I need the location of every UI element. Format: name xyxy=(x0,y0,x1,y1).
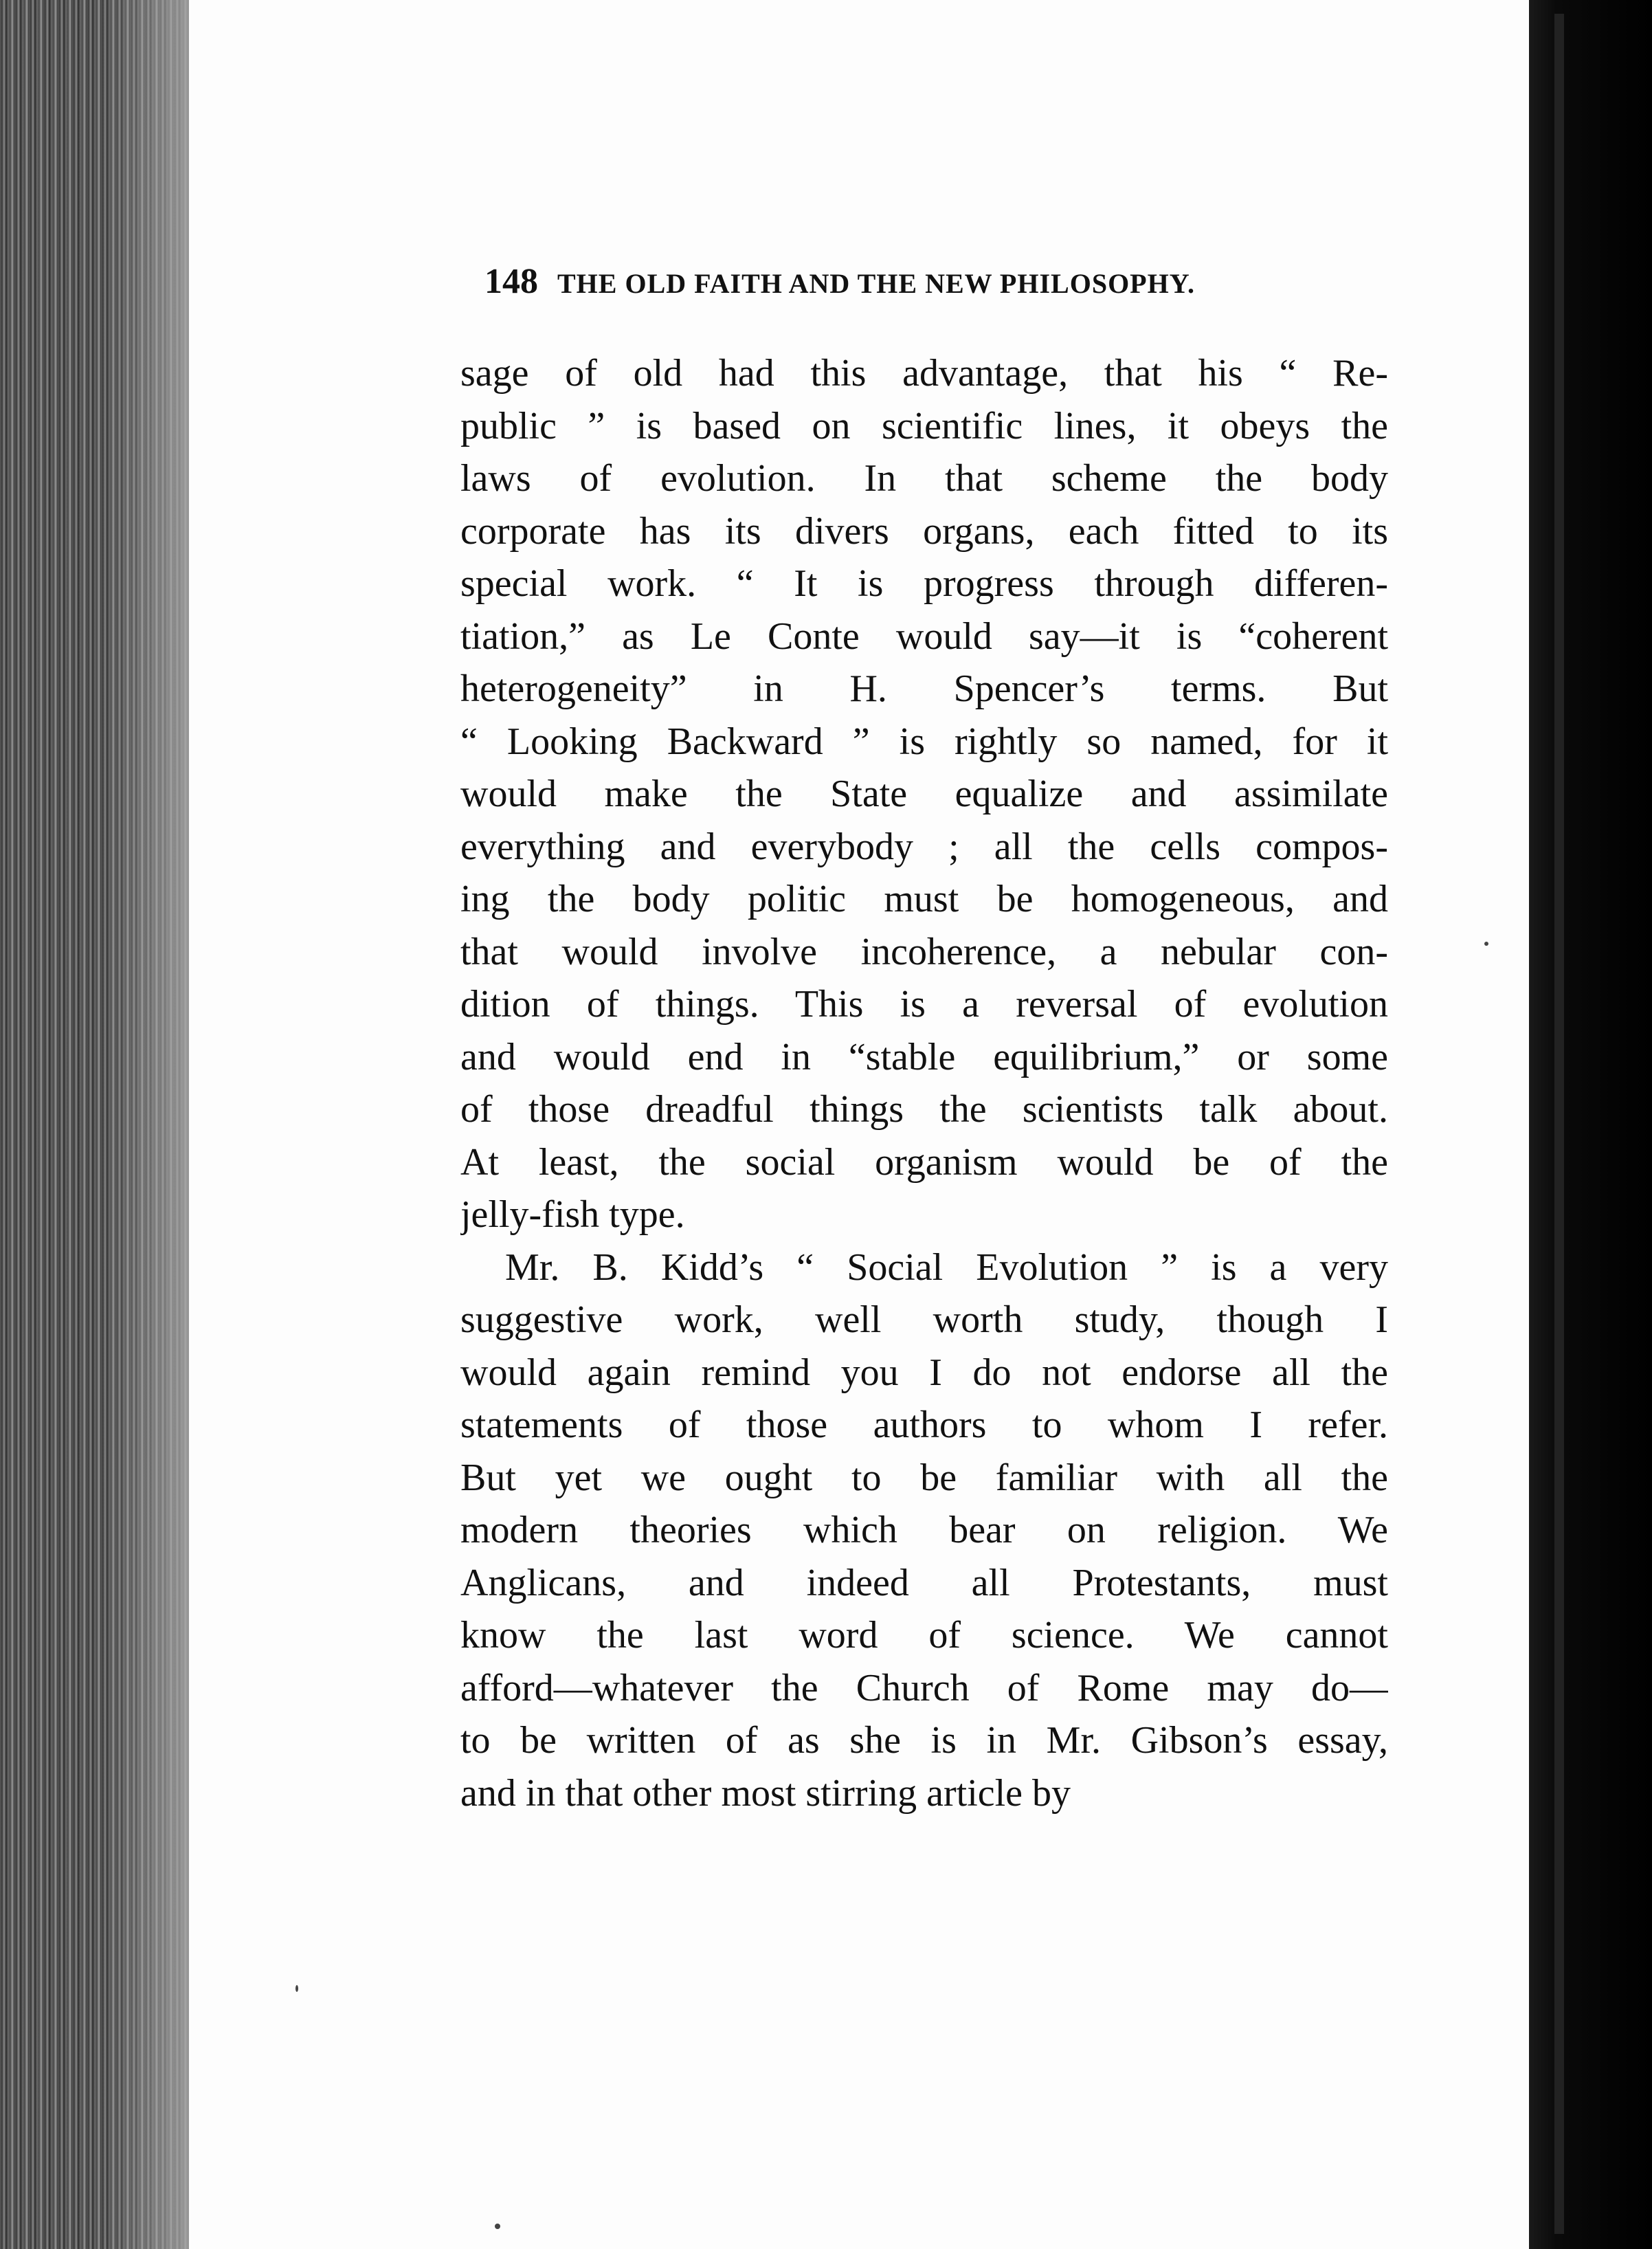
text-line: public ” is based on scientific lines, it obeys the xyxy=(460,404,1388,447)
text-line: and would end in “stable equilibrium,” or some xyxy=(460,1035,1388,1078)
scan-speck xyxy=(295,1985,298,1992)
running-title: THE OLD FAITH AND THE NEW PHILOSOPHY. xyxy=(557,268,1195,299)
text-line: “ Looking Backward ” is rightly so named, for it xyxy=(460,720,1388,763)
text-line: At least, the social organism would be of the xyxy=(460,1140,1388,1184)
text-line: afford—whatever the Church of Rome may do— xyxy=(460,1666,1388,1709)
text-line: corporate has its divers organs, each fitted to its xyxy=(460,509,1388,553)
page-gutter-shadow xyxy=(103,0,189,2249)
text-line: jelly-fish type. xyxy=(460,1193,685,1236)
text-line: would make the State equalize and assimilate xyxy=(460,773,1388,815)
scan-speck xyxy=(495,2224,500,2229)
book-edge-right xyxy=(1529,0,1652,2249)
text-line: to be written of as she is in Mr. Gibson’s essay, xyxy=(460,1719,1388,1762)
page-header xyxy=(484,261,1385,323)
text-line: statements of those authors to whom I refer. xyxy=(460,1404,1388,1446)
paragraph-2 xyxy=(460,1241,1388,1820)
text-line: and in that other most stirring article by xyxy=(460,1771,1071,1815)
text-line: But yet we ought to be familiar with all the xyxy=(460,1456,1388,1499)
scan-speck xyxy=(1484,942,1488,946)
page-number: 148 xyxy=(484,262,538,301)
body-text xyxy=(460,347,1388,1819)
text-line: ing the body politic must be homogeneous, and xyxy=(460,878,1388,920)
text-line: of those dreadful things the scientists talk about. xyxy=(460,1088,1388,1131)
text-line: heterogeneity” in H. Spencer’s terms. But xyxy=(460,667,1388,710)
text-line: dition of things. This is a reversal of evolution xyxy=(460,983,1388,1026)
text-line: sage of old had this advantage, that his “ Re- xyxy=(460,352,1388,395)
text-line: Mr. B. Kidd’s “ Social Evolution ” is a very xyxy=(505,1245,1388,1289)
text-line: special work. “ It is progress through differen- xyxy=(460,562,1388,605)
text-line: suggestive work, well worth study, though I xyxy=(460,1298,1388,1341)
text-line: modern theories which bear on religion. We xyxy=(460,1509,1388,1551)
facing-page-edge xyxy=(1554,14,1564,2234)
text-line: tiation,” as Le Conte would say—it is “coherent xyxy=(460,614,1388,658)
text-line: know the last word of science. We cannot xyxy=(460,1614,1388,1657)
paragraph-1 xyxy=(460,347,1388,1241)
text-line: that would involve incoherence, a nebular con- xyxy=(460,930,1388,973)
text-line: laws of evolution. In that scheme the body xyxy=(460,457,1388,500)
text-line: Anglicans, and indeed all Protestants, must xyxy=(460,1561,1388,1604)
text-line: would again remind you I do not endorse all the xyxy=(460,1351,1388,1394)
text-line: everything and everybody ; all the cells compos- xyxy=(460,825,1388,868)
